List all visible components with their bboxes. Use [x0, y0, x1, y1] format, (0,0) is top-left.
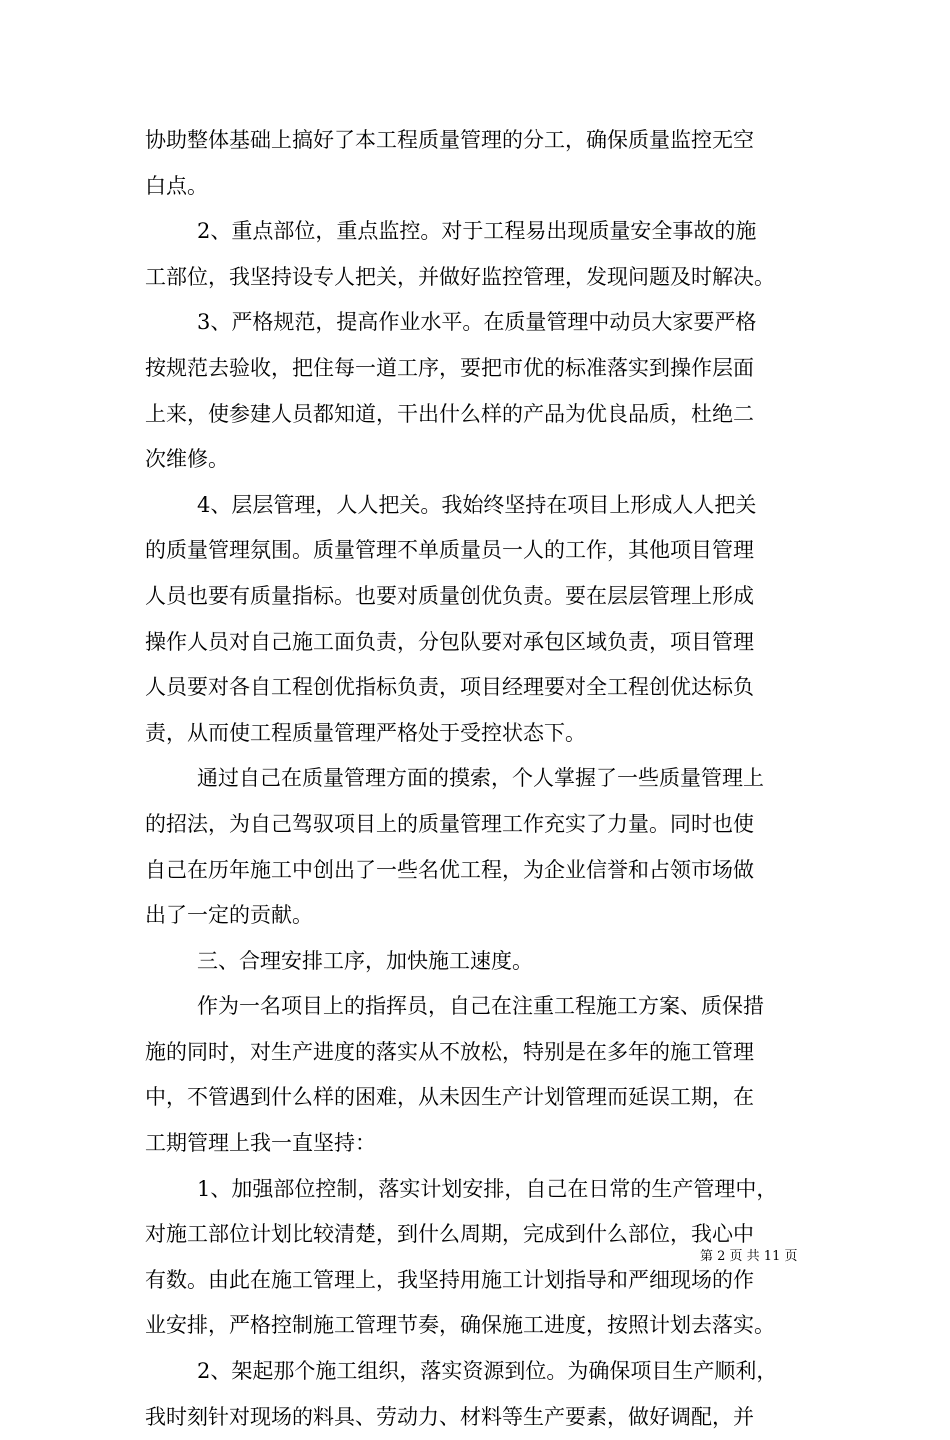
text-line: 人员也要有质量指标。也要对质量创优负责。要在层层管理上形成 [145, 583, 754, 608]
text-line: 次维修。 [145, 447, 229, 472]
text-line: 操作人员对自己施工面负责，分包队要对承包区域负责，项目管理 [145, 629, 754, 654]
text-line: 的招法，为自己驾驭项目上的质量管理工作充实了力量。同时也使 [145, 811, 754, 836]
text-line: 上来，使参建人员都知道，干出什么样的产品为优良品质，杜绝二 [145, 401, 754, 426]
text-line: 有数。由此在施工管理上，我坚持用施工计划指导和严细现场的作 [145, 1267, 754, 1292]
text-line: 我时刻针对现场的料具、劳动力、材料等生产要素，做好调配，并 [145, 1404, 754, 1429]
text-line: 的质量管理氛围。质量管理不单质量员一人的工作，其他项目管理 [145, 538, 754, 563]
text-line: 协助整体基础上搞好了本工程质量管理的分工，确保质量监控无空 [145, 128, 754, 152]
text-line: 人员要对各自工程创优指标负责，项目经理要对全工程创优达标负 [145, 675, 754, 700]
text-line: 责，从而使工程质量管理严格处于受控状态下。 [145, 720, 586, 745]
text-line: 通过自己在质量管理方面的摸索，个人掌握了一些质量管理上 [197, 766, 764, 791]
text-line: 3、严格规范，提高作业水平。在质量管理中动员大家要严格 [197, 310, 757, 335]
text-line: 中，不管遇到什么样的困难，从未因生产计划管理而延误工期，在 [145, 1085, 754, 1110]
text-line: 按规范去验收，把住每一道工序，要把市优的标准落实到操作层面 [145, 355, 754, 380]
text-line: 1、加强部位控制，落实计划安排，自己在日常的生产管理中， [197, 1176, 778, 1201]
body-text [145, 118, 810, 1440]
text-line: 2、重点部位，重点监控。对于工程易出现质量安全事故的施 [197, 219, 757, 244]
text-line: 自己在历年施工中创出了一些名优工程，为企业信誉和占领市场做 [145, 857, 754, 882]
text-line: 对施工部位计划比较清楚，到什么周期，完成到什么部位，我心中 [145, 1222, 754, 1247]
text-line: 出了一定的贡献。 [145, 903, 313, 928]
page-number: 第 2 页 共 11 页 [700, 1249, 798, 1264]
section-heading: 三、合理安排工序，加快施工速度。 [197, 948, 533, 973]
text-line: 作为一名项目上的指挥员，自己在注重工程施工方案、质保措 [197, 994, 764, 1019]
text-line: 施的同时，对生产进度的落实从不放松，特别是在多年的施工管理 [145, 1039, 754, 1064]
text-line: 工部位，我坚持设专人把关，并做好监控管理，发现问题及时解决。 [145, 264, 775, 289]
text-line: 白点。 [145, 173, 208, 198]
text-line: 工期管理上我一直坚持： [145, 1131, 376, 1156]
text-line: 业安排，严格控制施工管理节奏，确保施工进度，按照计划去落实。 [145, 1313, 775, 1338]
text-line: 2、架起那个施工组织，落实资源到位。为确保项目生产顺利， [197, 1359, 778, 1384]
text-line: 4、层层管理，人人把关。我始终坚持在项目上形成人人把关 [197, 492, 757, 517]
